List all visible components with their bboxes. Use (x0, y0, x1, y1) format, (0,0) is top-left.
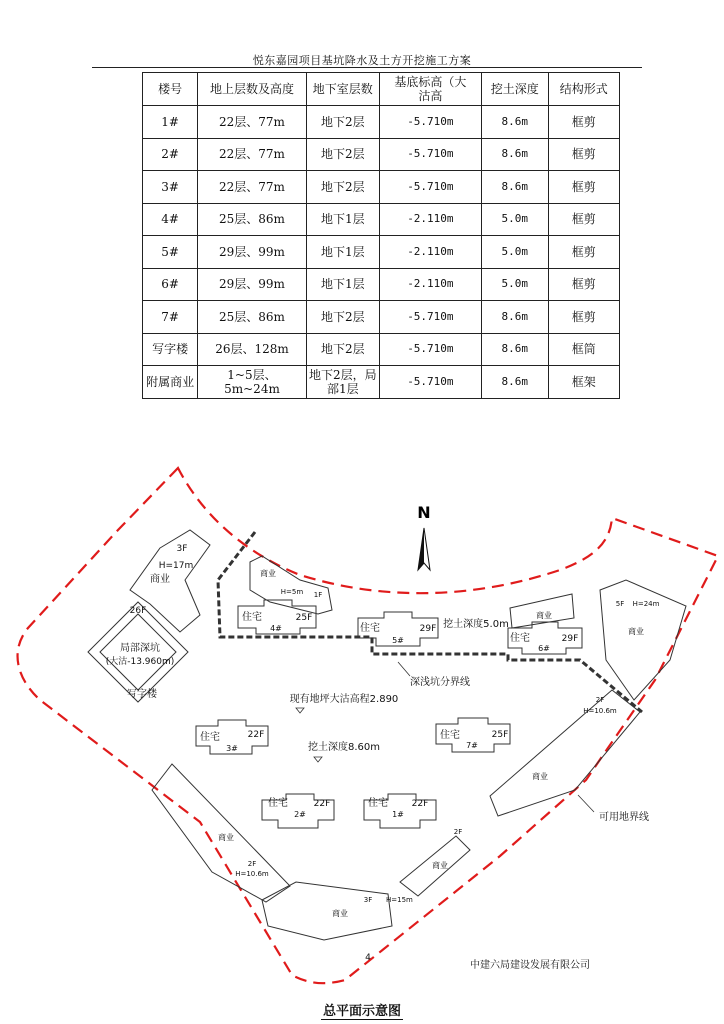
building-3-use: 住宅 (200, 732, 220, 743)
table-cell: 26层、128m (198, 333, 307, 366)
table-cell: 3# (143, 171, 198, 204)
shop-north-floors: 1F (313, 591, 323, 599)
table-body (143, 106, 620, 399)
building-4-no: 4# (270, 624, 282, 633)
table-cell: 5.0m (481, 203, 548, 236)
table-row (143, 301, 620, 334)
col-header: 基底标高（大沽高 (379, 73, 481, 106)
table-cell: 22层、77m (198, 171, 307, 204)
shop-north-height: H=5m (280, 588, 304, 596)
figure-caption (0, 1000, 724, 1019)
building-1-use: 住宅 (368, 798, 388, 809)
table-cell: 4# (143, 203, 198, 236)
table-cell: 地下2层 (306, 106, 379, 139)
north-arrow-icon (418, 528, 430, 570)
table-cell: -5.710m (379, 333, 481, 366)
office-top-floors: 3F (176, 544, 188, 554)
table-cell: 地下2层 (306, 138, 379, 171)
office-floors: 26F (129, 606, 147, 616)
col-header: 楼号 (143, 73, 198, 106)
dig-depth-5: 挖土深度5.0m (443, 619, 509, 630)
page-number: 4 (365, 953, 371, 963)
table-cell: 框剪 (548, 268, 619, 301)
table-cell: 地下1层 (306, 203, 379, 236)
table-cell: 地下1层 (306, 236, 379, 269)
shop-east-use: 商业 (628, 627, 644, 636)
shop-south-use: 商业 (332, 909, 348, 918)
table-row (143, 236, 620, 269)
building-2-no: 2# (294, 810, 306, 819)
building-7-no: 7# (466, 741, 478, 750)
table-cell: 5.0m (481, 236, 548, 269)
col-header: 地下室层数 (306, 73, 379, 106)
table-cell: 22层、77m (198, 138, 307, 171)
table-cell: -5.710m (379, 106, 481, 139)
table-cell: 地下2层 (306, 171, 379, 204)
building-7-use: 住宅 (440, 730, 460, 741)
table-cell: 1# (143, 106, 198, 139)
table-row (143, 106, 620, 139)
table-cell: 1~5层、5m~24m (198, 366, 307, 399)
header-rule (92, 67, 642, 68)
table-cell: -5.710m (379, 138, 481, 171)
table-cell: 6# (143, 268, 198, 301)
shop-east-floors: 5F (615, 600, 625, 608)
table-cell: 2# (143, 138, 198, 171)
table-cell: -5.710m (379, 366, 481, 399)
table-cell: 5.0m (481, 268, 548, 301)
table-cell: -2.110m (379, 203, 481, 236)
table-row (143, 366, 620, 399)
shop-sw-floors: 2F (247, 860, 257, 868)
table-cell: 地下2层 (306, 333, 379, 366)
table-cell: 框剪 (548, 203, 619, 236)
site-limit-label: 可用地界线 (599, 812, 649, 823)
table-cell: 框架 (548, 366, 619, 399)
table-cell: 地下1层 (306, 268, 379, 301)
shop-north-use: 商业 (260, 569, 276, 578)
table-cell: 框筒 (548, 333, 619, 366)
shop-se-height: H=10.6m (583, 707, 617, 715)
office-top-use: 商业 (150, 574, 170, 585)
dig-depth-86: 挖土深度8.60m (307, 742, 381, 753)
building-5-use: 住宅 (360, 623, 380, 634)
building-3-no: 3# (226, 744, 238, 753)
shop-ne-use: 商业 (536, 611, 552, 620)
site-boundary (18, 468, 718, 983)
table-cell: 8.6m (481, 333, 548, 366)
shop-south-outline (262, 882, 392, 940)
col-header: 结构形式 (548, 73, 619, 106)
building-table (142, 72, 620, 399)
building-3-floors: 22F (247, 730, 265, 740)
shop-south2-floors: 2F (453, 828, 463, 836)
building-7-floors: 25F (491, 730, 509, 740)
table-cell: 29层、99m (198, 268, 307, 301)
building-6-use: 住宅 (510, 633, 530, 644)
building-2-use: 住宅 (268, 798, 288, 809)
table-cell: 5# (143, 236, 198, 269)
shop-sw-height: H=10.6m (235, 870, 269, 878)
building-5-floors: 29F (419, 624, 437, 634)
table-cell: -5.710m (379, 171, 481, 204)
table-cell: 框剪 (548, 171, 619, 204)
table-cell: 框剪 (548, 106, 619, 139)
pit-name: 局部深坑 (120, 643, 160, 654)
table-cell: 地下2层 (306, 301, 379, 334)
table-row (143, 171, 620, 204)
table-cell: -5.710m (379, 301, 481, 334)
table-cell: 25层、86m (198, 203, 307, 236)
building-4-floors: 25F (295, 613, 313, 623)
caption-text: 总平面示意图 (322, 1004, 401, 1019)
shop-east-height: H=24m (632, 600, 660, 608)
table-cell: 框剪 (548, 138, 619, 171)
building-1-no: 1# (392, 810, 404, 819)
office-top-height: H=17m (158, 561, 194, 571)
shop-south-height: H=15m (386, 896, 413, 904)
shop-south2-use: 商业 (432, 861, 448, 870)
table-cell: 7# (143, 301, 198, 334)
col-header: 地上层数及高度 (198, 73, 307, 106)
building-4-use: 住宅 (242, 612, 262, 623)
ground-elevation: 现有地坪大沽高程2.890 (289, 694, 399, 705)
table-cell: 8.6m (481, 171, 548, 204)
pit-boundary-leader (398, 662, 410, 676)
table-cell: 写字楼 (143, 333, 198, 366)
table-cell: -2.110m (379, 236, 481, 269)
table-header-row (143, 73, 620, 106)
building-6-no: 6# (538, 644, 550, 653)
office-commercial-outline (130, 530, 210, 632)
col-header: 挖土深度 (481, 73, 548, 106)
table-cell: 8.6m (481, 301, 548, 334)
table-cell: 框剪 (548, 236, 619, 269)
page-header: 悦东嘉园项目基坑降水及土方开挖施工方案 (252, 54, 472, 67)
table-cell: 29层、99m (198, 236, 307, 269)
table-cell: 附属商业 (143, 366, 198, 399)
table-row (143, 333, 620, 366)
table-row (143, 268, 620, 301)
table-cell: 8.6m (481, 106, 548, 139)
table-cell: -2.110m (379, 268, 481, 301)
table-row (143, 203, 620, 236)
site-plan (0, 440, 724, 1000)
office-name: 写字楼 (127, 689, 157, 700)
table-cell: 8.6m (481, 138, 548, 171)
north-label: N (417, 503, 431, 522)
shop-south-floors: 3F (363, 896, 373, 904)
shop-se-use: 商业 (532, 772, 548, 781)
shop-sw-use: 商业 (218, 833, 234, 842)
table-cell: 25层、86m (198, 301, 307, 334)
pit-elevation: (大沽-13.960m) (105, 657, 175, 667)
table-row (143, 138, 620, 171)
table-cell: 框剪 (548, 301, 619, 334)
table-cell: 8.6m (481, 366, 548, 399)
table-cell: 地下2层，局部1层 (306, 366, 379, 399)
shop-east-outline (600, 580, 686, 700)
pit-boundary-label: 深浅坑分界线 (410, 677, 470, 688)
company-name: 中建六局建设发展有限公司 (470, 960, 590, 971)
elevation-marker-icon (296, 708, 304, 713)
depth-marker-icon (314, 757, 322, 762)
building-1-floors: 22F (411, 799, 429, 809)
table-cell: 22层、77m (198, 106, 307, 139)
building-6-floors: 29F (561, 634, 579, 644)
site-limit-leader (578, 795, 594, 812)
building-2-floors: 22F (313, 799, 331, 809)
shop-se-floors: 2F (595, 696, 605, 704)
building-5-no: 5# (392, 636, 404, 645)
shop-se-outline (490, 690, 640, 816)
shop-north-outline (250, 556, 332, 614)
